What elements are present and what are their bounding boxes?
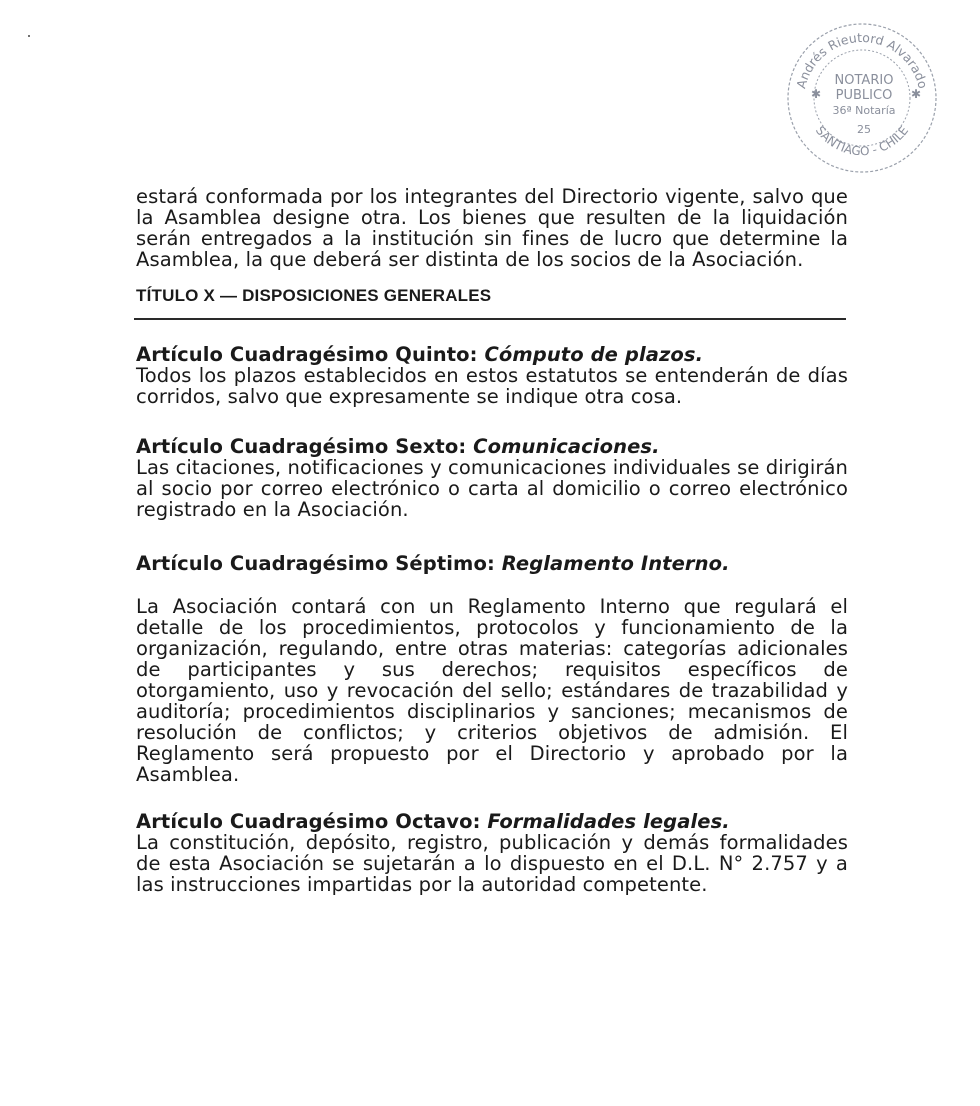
article-47 xyxy=(136,553,848,785)
article-47-heading xyxy=(136,553,848,574)
article-48-heading xyxy=(136,811,848,832)
stamp-ring-bottom: SANTIAGO - CHILE xyxy=(812,123,912,159)
intro-paragraph xyxy=(136,186,848,270)
article-47-body: La Asociación contará con un Reglamento Interno que regulará el detalle de los procedimientos, protocolos y funcionamiento de la organización, regulando, entre otras materias: categorías adicionales de participantes y sus derechos; requisitos específicos de otorgamiento, uso y revocación del sello; estándares de trazabilidad y auditoría; procedimientos disciplinarios y sanciones; mecanismos de resolución de conflictos; y criterios objetivos de admisión. El Reglamento será propuesto por el Directorio y aprobado por la Asamblea. xyxy=(136,595,848,786)
section-title: TÍTULO X — DISPOSICIONES GENERALES xyxy=(136,286,492,305)
article-48-label: Artículo Cuadragésimo Octavo: xyxy=(136,810,481,833)
stamp-star-right-icon: ✱ xyxy=(910,87,922,101)
scan-speck xyxy=(28,35,30,37)
article-48 xyxy=(136,811,848,895)
article-46-subject: Comunicaciones. xyxy=(473,435,660,458)
article-46-heading xyxy=(136,436,848,457)
article-46-label: Artículo Cuadragésimo Sexto: xyxy=(136,435,467,458)
article-45-subject: Cómputo de plazos. xyxy=(484,343,704,366)
stamp-line-number: 25 xyxy=(857,123,871,136)
title-underline xyxy=(134,318,846,320)
article-48-subject: Formalidades legales. xyxy=(487,810,730,833)
article-47-subject: Reglamento Interno. xyxy=(501,552,730,575)
article-45-heading xyxy=(136,344,848,365)
notary-stamp xyxy=(782,18,942,178)
stamp-line-notaria: 36ª Notaría xyxy=(832,104,896,117)
article-45 xyxy=(136,344,848,407)
article-48-body: La constitución, depósito, registro, publicación y demás formalidades de esta Asociación se sujetarán a lo dispuesto en el D.L. N° 2.757 y a las instrucciones impartidas por la autoridad competente. xyxy=(136,831,848,896)
article-46-body: Las citaciones, notificaciones y comunicaciones individuales se dirigirán al socio por correo electrónico o carta al domicilio o correo electrónico registrado en la Asociación. xyxy=(136,456,848,521)
article-45-body: Todos los plazos establecidos en estos estatutos se entenderán de días corridos, salvo que expresamente se indique otra cosa. xyxy=(136,364,848,408)
article-47-label: Artículo Cuadragésimo Séptimo: xyxy=(136,552,495,575)
stamp-star-left-icon: ✱ xyxy=(810,87,822,101)
stamp-ring-top: Andrés Rieutord Alvarado xyxy=(793,29,931,91)
stamp-line-publico: PUBLICO xyxy=(835,88,893,103)
article-46 xyxy=(136,436,848,520)
article-45-label: Artículo Cuadragésimo Quinto: xyxy=(136,343,478,366)
intro-text: estará conformada por los integrantes del Directorio vigente, salvo que la Asamblea designe otra. Los bienes que resulten de la liquidación serán entregados a la institución sin fines de lucro que determine la Asamblea, la que deberá ser distinta de los socios de la Asociación. xyxy=(136,185,848,271)
stamp-line-notario: NOTARIO xyxy=(834,73,894,88)
